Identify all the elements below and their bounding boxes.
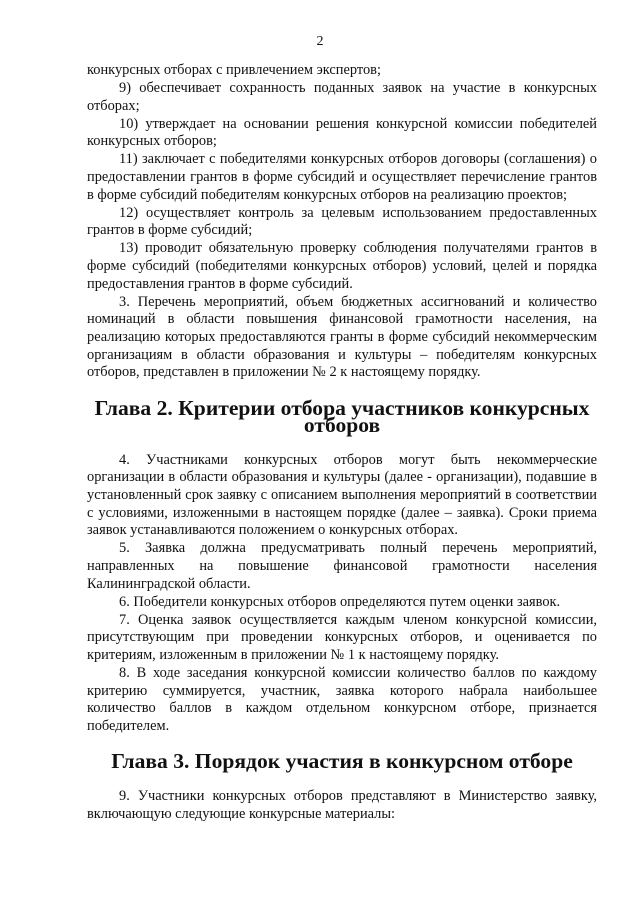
paragraph: 9. Участники конкурсных отборов представляют в Министерство заявку, включающую следующие конкурсные материалы: [87,787,597,822]
paragraph: 9) обеспечивает сохранность поданных заявок на участие в конкурсных отборах; [87,80,597,114]
paragraph: 13) проводит обязательную проверку соблюдения получателями грантов в форме субсидий (победителями конкурсных отборов) условий, целей и порядка предоставления грантов в форме субсидий. [87,240,597,292]
paragraph: конкурсных отборах с привлечением экспертов; [87,62,381,78]
paragraph: 10) утверждает на основании решения конкурсной комиссии победителей конкурсных отборов; [87,115,597,150]
paragraph: 11) заключает с победителями конкурсных отборов договоры (соглашения) о предоставлении грантов в форме субсидий и осуществляет перечисление грантов в форме субсидий победителям конкурсных отборов на реализацию проектов; [87,151,597,203]
paragraph: 12) осуществляет контроль за целевым использованием предоставленных грантов в форме субсидий; [87,204,597,239]
document-body [87,62,597,824]
paragraph: 5. Заявка должна предусматривать полный перечень мероприятий, направленных на повышение финансовой грамотности населения Калининградской области. [87,540,597,592]
paragraph: 7. Оценка заявок осуществляется каждым членом конкурсной комиссии, присутствующим при проведении конкурсных отборов, и оценивается по критериям, изложенным в приложении № 1 к настоящему порядку. [87,611,597,663]
paragraph: 3. Перечень мероприятий, объем бюджетных ассигнований и количество номинаций в области повышения финансовой грамотности населения, на реализацию которых предоставляются гранты в форме субсидий некоммерческим организациям в области образования и культуры – победителям конкурсных отборов, представлен в приложении № 2 к настоящему порядку. [87,293,597,381]
paragraph: 4. Участниками конкурсных отборов могут быть некоммерческие организации в области образования и культуры (далее - организации), подавшие в установленный срок заявку с описанием выполнения мероприятий в соответствии с условиями, изложенными в настоящем порядке (далее – заявка). Сроки приема заявок устанавливаются положением о конкурсных отборах. [87,451,597,539]
paragraph: 6. Победители конкурсных отборов определяются путем оценки заявок. [119,593,561,610]
chapter-heading: Глава 3. Порядок участия в конкурсном отборе [111,749,573,774]
chapter-heading: Глава 2. Критерии отбора участников конкурсных отборов [94,395,590,438]
paragraph: 8. В ходе заседания конкурсной комиссии количество баллов по каждому критерию суммируется, участник, заявка которого набрала наибольшее количество баллов в каждом отдельном конкурсном отборе, признается победителем. [87,665,597,734]
page-number: 2 [316,34,324,49]
